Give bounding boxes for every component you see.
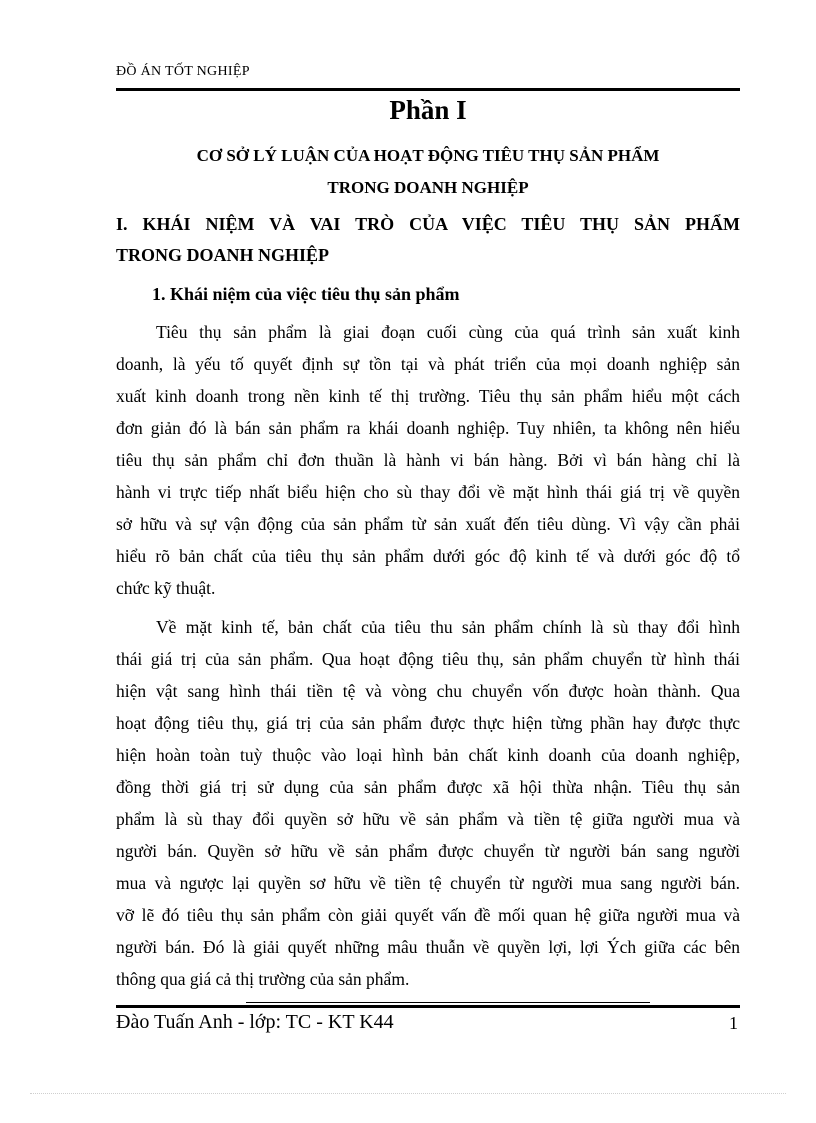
paragraph-line: hành vi trực tiếp nhất biểu hiện cho sù thay đổi về mặt hình thái giá trị về quyền: [116, 482, 740, 502]
page-number: 1: [729, 1013, 738, 1033]
paragraph-line: hoạt động tiêu thụ, giá trị của sản phẩm được thực hiện từng phần hay được thực: [116, 713, 740, 733]
document-header-title: ĐỒ ÁN TỐT NGHIỆP: [116, 64, 250, 79]
paragraph-line: thái giá trị của sản phẩm. Qua hoạt động tiêu thụ, sản phẩm chuyển từ hình thái: [116, 649, 740, 669]
paragraph-line: hiện hoàn toàn tuỳ thuộc vào loại hình bản chất kinh doanh của doanh nghiệp,: [116, 745, 740, 765]
paragraph-line: Tiêu thụ sản phẩm là giai đoạn cuối cùng của quá trình sản xuất kinh: [156, 322, 740, 342]
paragraph-line: đơn giản đó là bán sản phẩm ra khái doanh nghiệp. Tuy nhiên, ta không nên hiểu: [116, 418, 740, 438]
paragraph-line: hiểu rõ bản chất của tiêu thụ sản phẩm dưới góc độ kinh tế và dưới góc độ tổ: [116, 546, 740, 566]
paragraph-line: tiêu thụ sản phẩm chỉ đơn thuần là hành vi bán hàng. Bởi vì bán hàng chỉ là: [116, 450, 740, 470]
section-heading-line-2: TRONG DOANH NGHIỆP: [116, 245, 330, 265]
page-edge-divider: [30, 1093, 786, 1094]
footer-rule: [116, 1005, 740, 1008]
paragraph-line: sở hữu và sự vận động của sản phẩm từ sản xuất đến tiêu dùng. Vì vậy cần phải: [116, 514, 740, 534]
paragraph-line: Về mặt kinh tế, bản chất của tiêu thu sản phẩm chính là sù thay đổi hình: [156, 617, 740, 637]
paragraph-line: người bán. Đó là giải quyết những mâu thuẫn về quyền lợi, lợi Ých giữa các bên: [116, 937, 740, 957]
paragraph-line: chức kỹ thuật.: [116, 578, 216, 598]
paragraph-line: xuất kinh doanh trong nền kinh tế thị trường. Tiêu thụ sản phẩm hiểu một cách: [116, 386, 740, 406]
paragraph-line: thông qua giá cả thị trường của sản phẩm.: [116, 969, 410, 989]
paragraph-line: mua và ngược lại quyền sơ hữu về tiền tệ chuyển từ người mua sang người bán.: [116, 873, 740, 893]
footer-author: Đào Tuấn Anh - lớp: TC - KT K44: [116, 1011, 394, 1033]
part-title: Phần I: [389, 95, 467, 125]
subsection-heading: 1. Khái niệm của việc tiêu thụ sản phẩm: [152, 284, 460, 304]
chapter-title-line-2: TRONG DOANH NGHIỆP: [327, 178, 529, 197]
paragraph-line: doanh, là yếu tố quyết định sự tồn tại và phát triển của mọi doanh nghiệp sản: [116, 354, 740, 374]
header-rule: [116, 88, 740, 91]
paragraph-line: phẩm là sù thay đổi quyền sở hữu về sản phẩm và tiền tệ giữa người mua và: [116, 809, 740, 829]
footer-rule-thin: [246, 1002, 650, 1003]
paragraph-line: đồng thời giá trị sử dụng của sản phẩm được xã hội thừa nhận. Tiêu thụ sản: [116, 777, 740, 797]
paragraph-line: người bán. Quyền sở hữu về sản phẩm được chuyển từ người bán sang người: [116, 841, 740, 861]
section-heading-line-1: I. KHÁI NIỆM VÀ VAI TRÒ CỦA VIỆC TIÊU THỤ SẢN PHẨM: [116, 214, 740, 234]
paragraph-line: hiện vật sang hình thái tiền tệ và vòng chu chuyển vốn được hoàn thành. Qua: [116, 681, 740, 701]
chapter-title-line-1: CƠ SỞ LÝ LUẬN CỦA HOẠT ĐỘNG TIÊU THỤ SẢN PHẨM: [196, 146, 660, 165]
paragraph-line: vỡ lẽ đó tiêu thụ sản phẩm còn giải quyết vấn đề mối quan hệ giữa người mua và: [116, 905, 740, 925]
